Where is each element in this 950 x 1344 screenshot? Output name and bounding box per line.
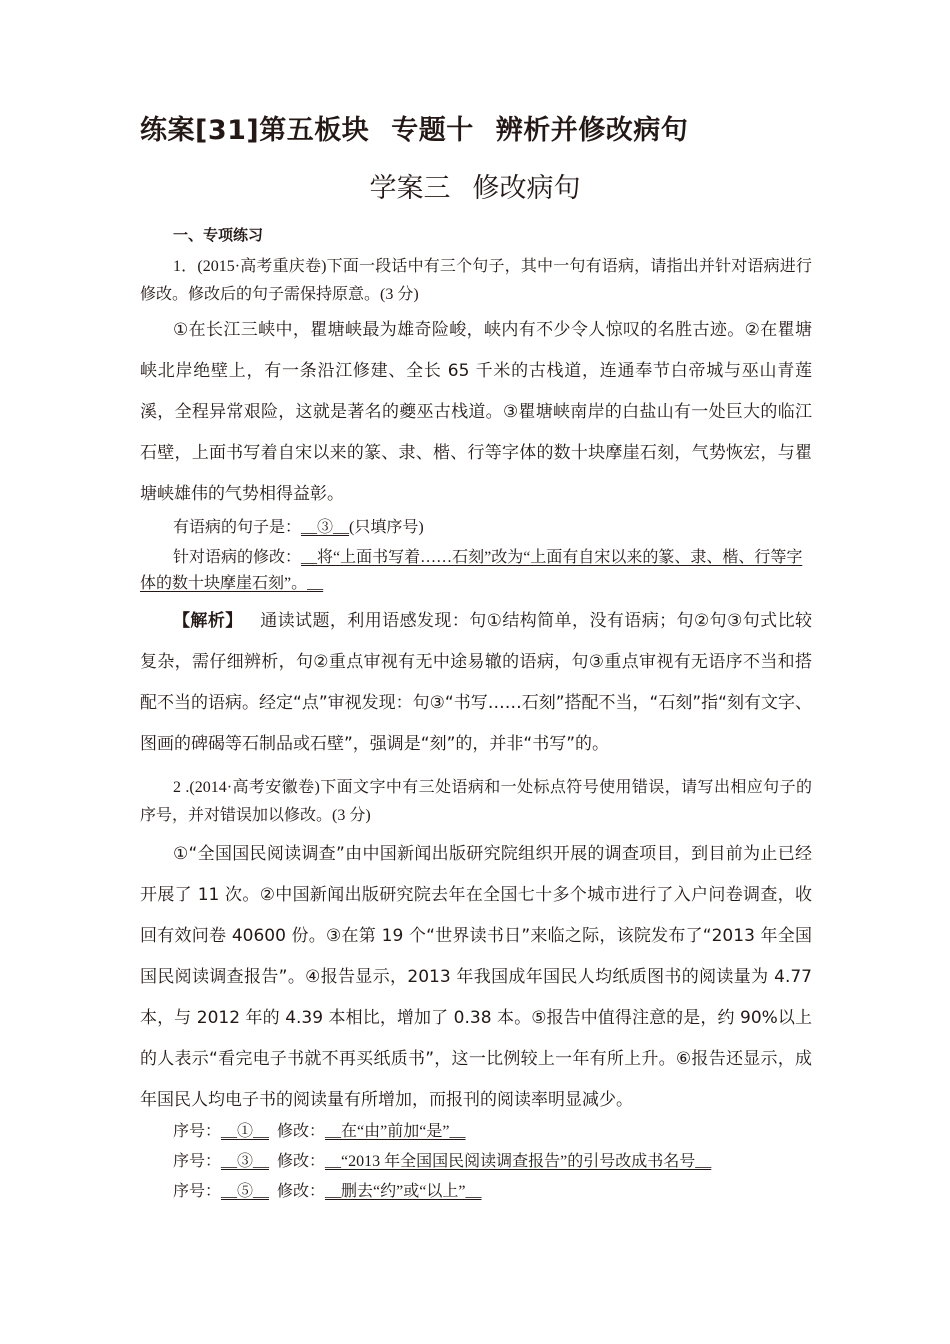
answer-number-label: 序号： — [173, 1153, 222, 1170]
question-2-passage: ①“全国国民阅读调查”由中国新闻出版研究院组织开展的调查项目，到目前为止已经开展了 11 次。②中国新闻出版研究院去年在全国七十多个城市进行了入户问卷调查，收回有效问卷 40600 份。③在第 19 个“世界读书日”来临之际，该院发布了“2013 年全国国民阅读调查报告”。④报告显示，2013 年我国成年国民人均纸质图书的阅读量为 4.77 本，与 2012 年的 4.39 本相比，增加了 0.38 本。⑤报告中值得注意的是，约 90%以上的人表示“看完电子书就不再买纸质书”，这一比例较上一年有所上升。⑥报告还显示，成年国民人均电子书的阅读量有所增加，而报刊的阅读率明显减少。 — [140, 844, 812, 1110]
answer-sentence-label: 有语病的句子是： — [173, 519, 302, 536]
answer-fix-value: __将“上面书写着……石刻”改为“上面有自宋以来的篆、隶、楷、行等字体的数十块摩崖石刻”。__ — [140, 549, 803, 592]
analysis-tag: 【解析】 — [173, 611, 243, 631]
question-2-prompt: 2 .(2014·高考安徽卷)下面文字中有三处语病和一处标点符号使用错误，请写出相应句子的序号，并对错误加以修改。(3 分) — [140, 779, 812, 824]
question-2-answer-row — [173, 1180, 481, 1204]
title-part-1: 练案[31]第五板块 — [140, 115, 370, 146]
answer-fix-value: __在“由”前加“是”__ — [325, 1123, 466, 1140]
answer-sentence-note: (只填序号) — [349, 519, 424, 536]
analysis-text: 通读试题，利用语感发现：句①结构简单，没有语病；句②句③句式比较复杂，需仔细辨析，句②重点审视有无中途易辙的语病，句③重点审视有无语序不当和搭配不当的语病。经定“点”审视发现：句③“书写……石刻”搭配不当，“石刻”指“刻有文字、图画的碑碣等石制品或石壁”，强调是“刻”的，并非“书写”的。 — [140, 611, 812, 754]
question-2-answer-row — [173, 1120, 465, 1144]
section-heading: 一、专项练习 — [173, 226, 264, 244]
answer-number-label: 序号： — [173, 1183, 222, 1200]
title-part-2: 专题十 — [391, 115, 474, 146]
question-1-answer-fix — [140, 545, 812, 597]
answer-fix-value: __删去“约”或“以上”__ — [325, 1183, 482, 1200]
answer-fix-label: 针对语病的修改： — [173, 549, 302, 566]
question-1-analysis — [140, 601, 812, 765]
answer-number-value: __⑤__ — [221, 1183, 270, 1200]
answer-number-value: __③__ — [221, 1153, 270, 1170]
subtitle-part-1: 学案三 — [369, 173, 451, 204]
answer-sentence-value: __③__ — [301, 519, 350, 536]
answer-number-label: 序号： — [173, 1123, 222, 1140]
question-1-answer-sentence — [173, 516, 424, 540]
question-1-passage: ①在长江三峡中，瞿塘峡最为雄奇险峻，峡内有不少令人惊叹的名胜古迹。②在瞿塘峡北岸绝壁上，有一条沿江修建、全长 65 千米的古栈道，连通奉节白帝城与巫山青莲溪，全程异常艰险，这就是著名的夔巫古栈道。③瞿塘峡南岸的白盐山有一处巨大的临江石壁，上面书写着自宋以来的篆、隶、楷、行等字体的数十块摩崖石刻，气势恢宏，与瞿塘峡雄伟的气势相得益彰。 — [140, 320, 812, 504]
subtitle-part-2: 修改病句 — [472, 173, 581, 204]
answer-fix-value: __“2013 年全国国民阅读调查报告”的引号改成书名号__ — [325, 1153, 712, 1170]
answer-fix-label: 修改： — [277, 1123, 326, 1140]
answer-number-value: __①__ — [221, 1123, 270, 1140]
answer-fix-label: 修改： — [277, 1153, 326, 1170]
question-1-prompt: 1．(2015·高考重庆卷)下面一段话中有三个句子，其中一句有语病，请指出并针对语病进行修改。修改后的句子需保持原意。(3 分) — [140, 258, 812, 303]
document-title — [140, 108, 688, 147]
title-part-3: 辨析并修改病句 — [495, 115, 689, 146]
answer-fix-label: 修改： — [277, 1183, 326, 1200]
document-subtitle — [0, 166, 950, 205]
question-2-answer-row — [173, 1150, 711, 1174]
